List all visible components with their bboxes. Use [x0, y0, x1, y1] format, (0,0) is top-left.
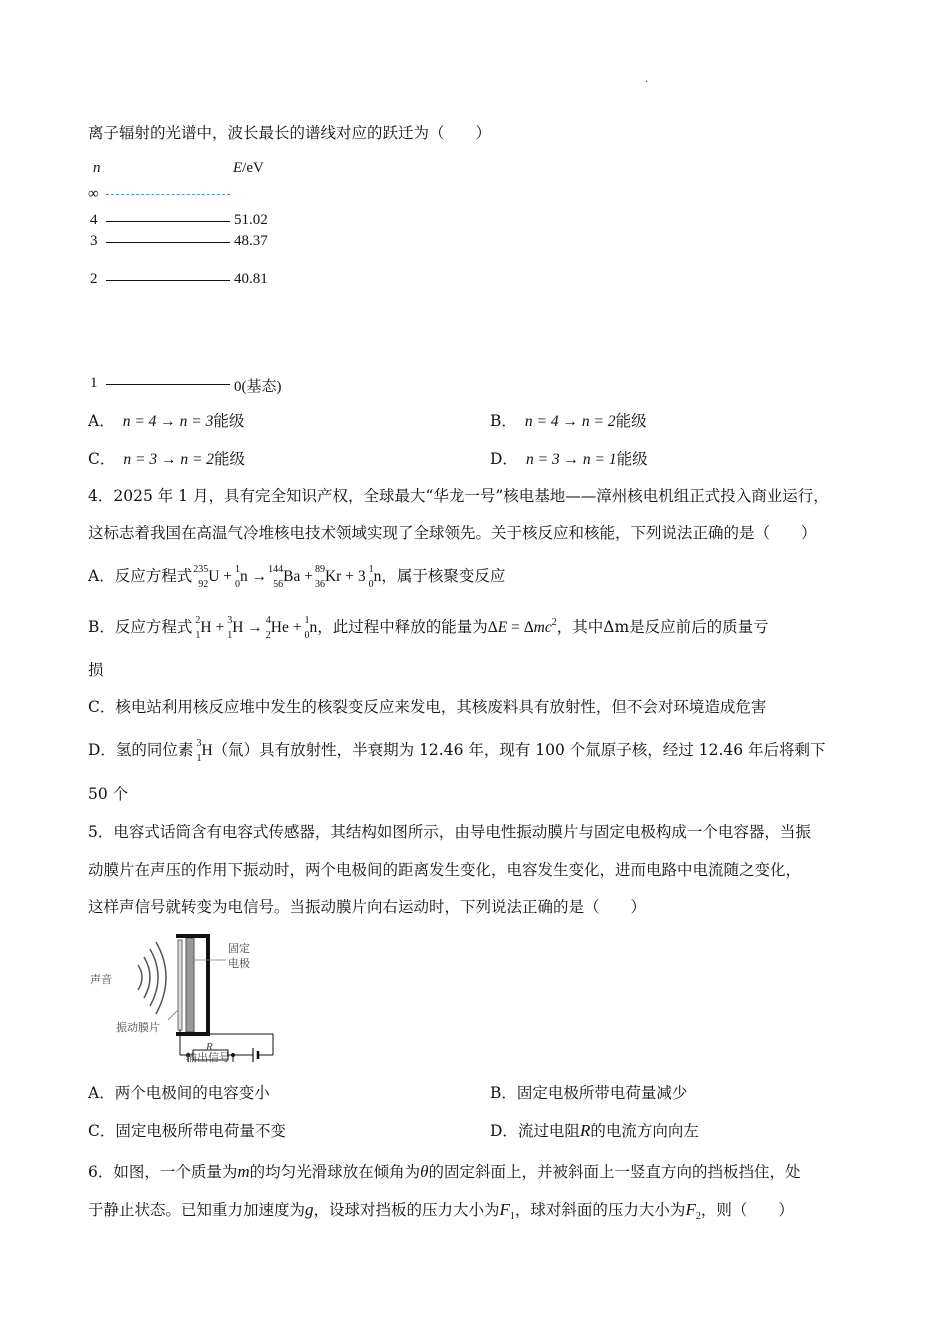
q5-option-c[interactable]: C．固定电极所带电荷量不变 — [88, 1122, 286, 1140]
output-signal-label: 输出信号 — [186, 1051, 230, 1064]
microphone-diagram — [88, 930, 288, 1065]
level-4-line — [106, 221, 230, 222]
level-2-n: 2 — [90, 271, 98, 287]
sound-wave-icon — [144, 957, 150, 998]
q4-stem-line2: 这标志着我国在高温气冷堆核电技术领域实现了全球领先。关于核反应和核能，下列说法正确的是（ ） — [88, 524, 817, 542]
sound-wave-icon — [138, 965, 142, 990]
level-2-energy: 40.81 — [234, 271, 268, 287]
fixed-electrode — [186, 938, 194, 1032]
q4-option-b[interactable]: B．反应方程式 2 1 H + 3 1 H → 4 2 He + 1 0 n，此过程中释放的能量为ΔE = Δmc$^2$，其中Δm是反应前后的质量亏 — [88, 615, 769, 641]
q5-option-a[interactable]: A．两个电极间的电容变小 — [88, 1084, 270, 1102]
q6-stem-line1: 6．如图，一个质量为m的均匀光滑球放在倾角为θ的固定斜面上，并被斜面上一竖直方向的挡板挡住，处 — [88, 1162, 801, 1181]
q5-stem-line3: 这样声信号就转变为电信号。当振动膜片向右运动时，下列说法正确的是（ ） — [88, 898, 647, 916]
level-1-line — [106, 384, 230, 385]
q5-option-b[interactable]: B．固定电极所带电荷量减少 — [490, 1084, 688, 1102]
infinity-level-line — [106, 194, 230, 195]
microphone-figure — [88, 930, 288, 1065]
q4-option-d-cont: 50 个 — [88, 785, 129, 803]
sound-label: 声音 — [90, 973, 112, 986]
q4-option-c[interactable]: C．核电站利用核反应堆中发生的核裂变反应来发电，其核废料具有放射性，但不会对环境造成危害 — [88, 698, 767, 716]
q5-option-d[interactable]: D．流过电阻R的电流方向向左 — [490, 1121, 699, 1140]
q3-stem: 离子辐射的光谱中，波长最长的谱线对应的跃迁为（ ） — [88, 124, 492, 142]
q3-option-b[interactable]: B． n = 4 → n = 2能级 — [490, 412, 647, 430]
level-2-line — [106, 280, 230, 281]
level-3-line — [106, 242, 230, 243]
energy-axis-label: E/eV — [233, 160, 264, 176]
q3-option-c[interactable]: C． n = 3 → n = 2能级 — [88, 450, 246, 468]
q6-stem-line2: 于静止状态。已知重力加速度为g，设球对挡板的压力大小为$F_1$，球对斜面的压力大小为$F_2$，则（ ） — [88, 1200, 794, 1222]
fixed-electrode-label-2: 电极 — [228, 957, 250, 970]
level-3-n: 3 — [90, 233, 98, 249]
q4-option-d[interactable]: D．氢的同位素 3 1 H（氚）具有放射性，半衰期为 12.46 年，现有 100 个氚原子核，经过 12.46 年后将剩下 — [88, 738, 826, 764]
level-4-n: 4 — [90, 212, 98, 228]
q3-option-a[interactable]: A． n = 4 → n = 3能级 — [88, 412, 245, 430]
level-4-energy: 51.02 — [234, 212, 268, 228]
q5-stem-line2: 动膜片在声压的作用下振动时，两个电极间的距离发生变化，电容发生变化，进而电路中电流随之变化， — [88, 861, 802, 879]
level-3-energy: 48.37 — [234, 233, 268, 249]
membrane-label: 振动膜片 — [116, 1021, 160, 1034]
resistor-label: R — [206, 1041, 213, 1053]
q4-option-b-cont: 损 — [88, 661, 104, 679]
fixed-electrode-label-1: 固定 — [228, 942, 250, 955]
level-1-n: 1 — [90, 375, 98, 391]
infinity-label: ∞ — [88, 186, 99, 202]
q3-option-d[interactable]: D． n = 3 → n = 1能级 — [490, 450, 648, 468]
sound-wave-icon — [150, 949, 158, 1006]
q4-option-a[interactable]: A．反应方程式 235 92 U + 1 0 n → 144 56 Ba + 89 36 Kr + 3 1 0 n，属于核聚变反应 — [88, 564, 506, 590]
vibrating-membrane — [178, 940, 182, 1030]
q4-stem-line1: 4．2025 年 1 月，具有完全知识产权，全球最大“华龙一号”核电基地——漳州核电机组正式投入商业运行， — [88, 487, 829, 505]
n-axis-label: n — [93, 160, 101, 176]
q5-stem-line1: 5．电容式话筒含有电容式传感器，其结构如图所示，由导电性振动膜片与固定电极构成一个电容器，当振 — [88, 823, 811, 841]
page-dot: . — [645, 74, 649, 85]
level-1-energy: 0(基态) — [234, 379, 282, 395]
